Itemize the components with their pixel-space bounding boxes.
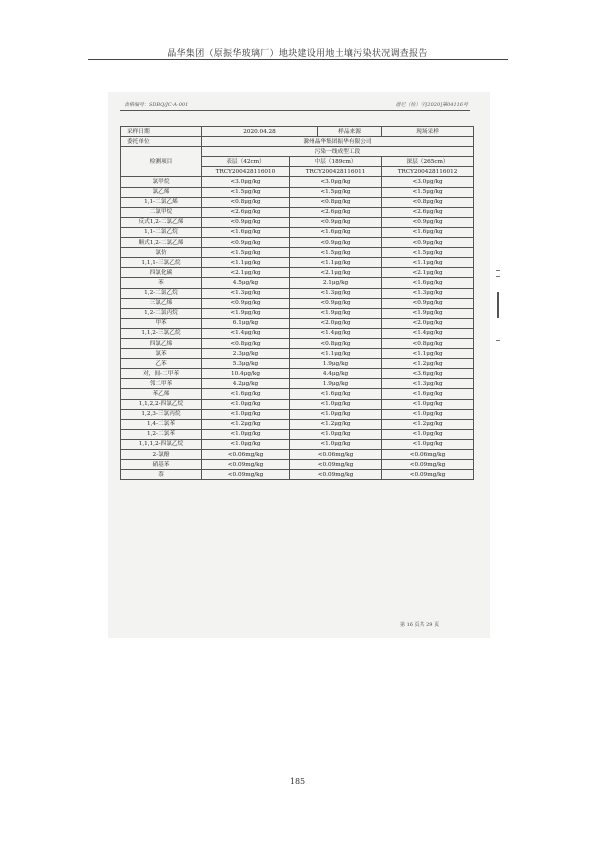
sample-id-1: TRCY200428116010: [202, 167, 290, 177]
layer-surface: 表层（42cm）: [202, 157, 290, 167]
value-surface: <1.6μg/kg: [202, 389, 290, 399]
analyte-name: 1,1,1-三氯乙烷: [121, 258, 202, 268]
client-label: 委托单位: [121, 137, 202, 147]
value-deep: <0.9μg/kg: [382, 217, 474, 227]
table-row: [121, 389, 474, 399]
value-deep: <0.06mg/kg: [382, 450, 474, 460]
value-middle: <3.0μg/kg: [290, 177, 382, 187]
value-middle: <1.6μg/kg: [290, 227, 382, 237]
value-deep: <0.09mg/kg: [382, 460, 474, 470]
value-surface: 10.4μg/kg: [202, 369, 290, 379]
value-surface: <1.4μg/kg: [202, 328, 290, 338]
table-row: [121, 318, 474, 328]
table-row: [121, 439, 474, 449]
value-surface: <1.0μg/kg: [202, 429, 290, 439]
value-surface: <1.5μg/kg: [202, 187, 290, 197]
analyte-name: 甲苯: [121, 318, 202, 328]
analyte-name: 对，间-二甲苯: [121, 369, 202, 379]
value-surface: <1.0μg/kg: [202, 439, 290, 449]
value-deep: <1.6μg/kg: [382, 227, 474, 237]
value-middle: <1.0μg/kg: [290, 409, 382, 419]
value-middle: <0.9μg/kg: [290, 238, 382, 248]
analyte-name: 反式1,2-二氯乙烯: [121, 217, 202, 227]
table-row: [121, 419, 474, 429]
value-deep: <1.1μg/kg: [382, 349, 474, 359]
analyte-name: 氯甲烷: [121, 177, 202, 187]
table-row: [121, 217, 474, 227]
table-row: [121, 450, 474, 460]
value-middle: <1.0μg/kg: [290, 399, 382, 409]
table-row: [121, 268, 474, 278]
table-row: [121, 359, 474, 369]
table-row: [121, 258, 474, 268]
value-deep: <1.5μg/kg: [382, 187, 474, 197]
table-row: [121, 298, 474, 308]
value-deep: <1.3μg/kg: [382, 288, 474, 298]
value-deep: <2.1μg/kg: [382, 268, 474, 278]
table-row: [121, 207, 474, 217]
table-row: [121, 328, 474, 338]
client-value: 滁州晶华集团振华有限公司: [202, 137, 474, 147]
value-middle: <1.1μg/kg: [290, 349, 382, 359]
value-surface: <0.06mg/kg: [202, 450, 290, 460]
value-surface: <1.1μg/kg: [202, 258, 290, 268]
table-row: [121, 177, 474, 187]
scan-edge-dot: [496, 276, 500, 277]
table-row: [121, 338, 474, 348]
source-label: 样品来源: [318, 127, 382, 137]
table-row: [121, 238, 474, 248]
value-surface: 4.2μg/kg: [202, 379, 290, 389]
value-middle: <0.09mg/kg: [290, 460, 382, 470]
table-row: [121, 399, 474, 409]
source-value: 现场采样: [382, 127, 474, 137]
form-number: 表格编号：SDBQ/JC-A-001: [124, 102, 189, 108]
value-middle: <1.5μg/kg: [290, 187, 382, 197]
value-surface: <2.1μg/kg: [202, 268, 290, 278]
value-surface: <1.0μg/kg: [202, 399, 290, 409]
value-deep: <1.2μg/kg: [382, 359, 474, 369]
value-middle: <1.5μg/kg: [290, 248, 382, 258]
analyte-name: 1,1,1,2-四氯乙烷: [121, 439, 202, 449]
value-deep: <1.1μg/kg: [382, 258, 474, 268]
value-surface: 2.3μg/kg: [202, 349, 290, 359]
value-middle: <1.4μg/kg: [290, 328, 382, 338]
value-surface: <1.6μg/kg: [202, 227, 290, 237]
value-middle: <1.6μg/kg: [290, 389, 382, 399]
table-row: [121, 349, 474, 359]
value-deep: <0.9μg/kg: [382, 298, 474, 308]
analyte-name: 萘: [121, 470, 202, 480]
value-middle: <0.9μg/kg: [290, 298, 382, 308]
value-deep: <1.3μg/kg: [382, 379, 474, 389]
value-deep: <1.0μg/kg: [382, 439, 474, 449]
sample-id-3: TRCY200428116012: [382, 167, 474, 177]
analyte-name: 2-氯酚: [121, 450, 202, 460]
sample-date-value: 2020.04.28: [202, 127, 318, 137]
value-surface: <0.8μg/kg: [202, 338, 290, 348]
item-label: 检测项目: [121, 147, 202, 177]
analyte-name: 1,1,2,2-四氯乙烷: [121, 399, 202, 409]
analyte-name: 乙苯: [121, 359, 202, 369]
value-surface: <0.9μg/kg: [202, 217, 290, 227]
value-middle: <2.0μg/kg: [290, 318, 382, 328]
value-surface: <0.9μg/kg: [202, 298, 290, 308]
value-deep: <1.5μg/kg: [382, 248, 474, 258]
table-row: [121, 379, 474, 389]
table-row: [121, 460, 474, 470]
value-middle: 1.9μg/kg: [290, 359, 382, 369]
value-deep: <0.8μg/kg: [382, 197, 474, 207]
table-row: [121, 429, 474, 439]
analyte-name: 邻二甲苯: [121, 379, 202, 389]
value-deep: <0.8μg/kg: [382, 338, 474, 348]
value-surface: <2.6μg/kg: [202, 207, 290, 217]
sample-id-2: TRCY200428116011: [290, 167, 382, 177]
analyte-name: 1,2-二氯乙烷: [121, 288, 202, 298]
point-row: [121, 147, 474, 157]
analyte-name: 氯仿: [121, 248, 202, 258]
value-deep: <3.6μg/kg: [382, 369, 474, 379]
analyte-name: 三氯乙烯: [121, 298, 202, 308]
analyte-name: 1,1-二氯乙烷: [121, 227, 202, 237]
value-deep: <1.4μg/kg: [382, 328, 474, 338]
value-surface: <0.9μg/kg: [202, 238, 290, 248]
point-label: 污染一线成型工段: [202, 147, 474, 157]
scan-page-info: 第 16 页共 29 页: [400, 622, 440, 628]
value-deep: <2.6μg/kg: [382, 207, 474, 217]
value-surface: <3.0μg/kg: [202, 177, 290, 187]
scan-rule: [120, 110, 470, 111]
value-deep: <1.0μg/kg: [382, 399, 474, 409]
value-surface: <0.09mg/kg: [202, 460, 290, 470]
value-deep: <1.0μg/kg: [382, 409, 474, 419]
value-surface: <1.2μg/kg: [202, 419, 290, 429]
client-row: [121, 137, 474, 147]
page-number: 185: [289, 777, 306, 786]
value-deep: <2.0μg/kg: [382, 318, 474, 328]
value-deep: <1.0μg/kg: [382, 429, 474, 439]
table-row: [121, 470, 474, 480]
analyte-name: 1,1,2-三氯乙烷: [121, 328, 202, 338]
analyte-name: 1,2-二氯苯: [121, 429, 202, 439]
value-surface: <0.09mg/kg: [202, 470, 290, 480]
analyte-name: 1,4-二氯苯: [121, 419, 202, 429]
analyte-name: 苯乙烯: [121, 389, 202, 399]
value-deep: <3.0μg/kg: [382, 177, 474, 187]
value-middle: <1.1μg/kg: [290, 258, 382, 268]
table-row: [121, 288, 474, 298]
table-row: [121, 248, 474, 258]
value-middle: <1.3μg/kg: [290, 288, 382, 298]
analyte-name: 1,2,3-三氯丙烷: [121, 409, 202, 419]
analyte-name: 四氯化碳: [121, 268, 202, 278]
header-rule: [88, 59, 508, 60]
sample-date-row: [121, 127, 474, 137]
analyte-name: 氯苯: [121, 349, 202, 359]
analyte-name: 苯: [121, 278, 202, 288]
sample-date-label: 采样日期: [121, 127, 202, 137]
table-row: [121, 308, 474, 318]
table-row: [121, 197, 474, 207]
layer-deep: 深层（265cm）: [382, 157, 474, 167]
analyte-name: 1,1-二氯乙烯: [121, 197, 202, 207]
value-deep: <1.9μg/kg: [382, 308, 474, 318]
layer-middle: 中层（189cm）: [290, 157, 382, 167]
test-results-table: [120, 126, 474, 480]
value-middle: <2.6μg/kg: [290, 207, 382, 217]
value-deep: <1.6μg/kg: [382, 278, 474, 288]
value-middle: <1.2μg/kg: [290, 419, 382, 429]
analyte-name: 顺式1,2-二氯乙烯: [121, 238, 202, 248]
value-surface: <0.8μg/kg: [202, 197, 290, 207]
value-middle: <0.8μg/kg: [290, 338, 382, 348]
value-middle: <0.9μg/kg: [290, 217, 382, 227]
value-middle: 1.9μg/kg: [290, 379, 382, 389]
value-middle: <0.06mg/kg: [290, 450, 382, 460]
value-surface: <1.5μg/kg: [202, 248, 290, 258]
value-surface: <1.0μg/kg: [202, 409, 290, 419]
table-row: [121, 187, 474, 197]
document-header: 晶华集团（原振华玻璃厂）地块建设用地土壤污染状况调查报告: [167, 49, 428, 59]
value-deep: <0.09mg/kg: [382, 470, 474, 480]
scan-edge-dot: [496, 340, 500, 341]
value-middle: 4.4μg/kg: [290, 369, 382, 379]
analyte-name: 四氯乙烯: [121, 338, 202, 348]
value-middle: 2.1μg/kg: [290, 278, 382, 288]
table-row: [121, 227, 474, 237]
report-number: 谱尼（检）字[2020]第04116号: [395, 102, 468, 108]
value-middle: <1.9μg/kg: [290, 308, 382, 318]
value-surface: 5.3μg/kg: [202, 359, 290, 369]
scan-edge-dot: [496, 270, 500, 271]
analyte-name: 硝基苯: [121, 460, 202, 470]
value-middle: <1.0μg/kg: [290, 429, 382, 439]
value-middle: <2.1μg/kg: [290, 268, 382, 278]
table-row: [121, 409, 474, 419]
value-middle: <0.09mg/kg: [290, 470, 382, 480]
value-surface: <1.3μg/kg: [202, 288, 290, 298]
table-row: [121, 369, 474, 379]
analyte-name: 氯乙烯: [121, 187, 202, 197]
value-surface: 6.1μg/kg: [202, 318, 290, 328]
value-surface: 4.5μg/kg: [202, 278, 290, 288]
scan-edge-mark: [497, 292, 499, 318]
analyte-name: 1,2-二氯丙烷: [121, 308, 202, 318]
value-surface: <1.9μg/kg: [202, 308, 290, 318]
value-middle: <0.8μg/kg: [290, 197, 382, 207]
analyte-name: 二氯甲烷: [121, 207, 202, 217]
value-deep: <1.2μg/kg: [382, 419, 474, 429]
value-deep: <1.6μg/kg: [382, 389, 474, 399]
value-deep: <0.9μg/kg: [382, 238, 474, 248]
value-middle: <1.0μg/kg: [290, 439, 382, 449]
table-row: [121, 278, 474, 288]
